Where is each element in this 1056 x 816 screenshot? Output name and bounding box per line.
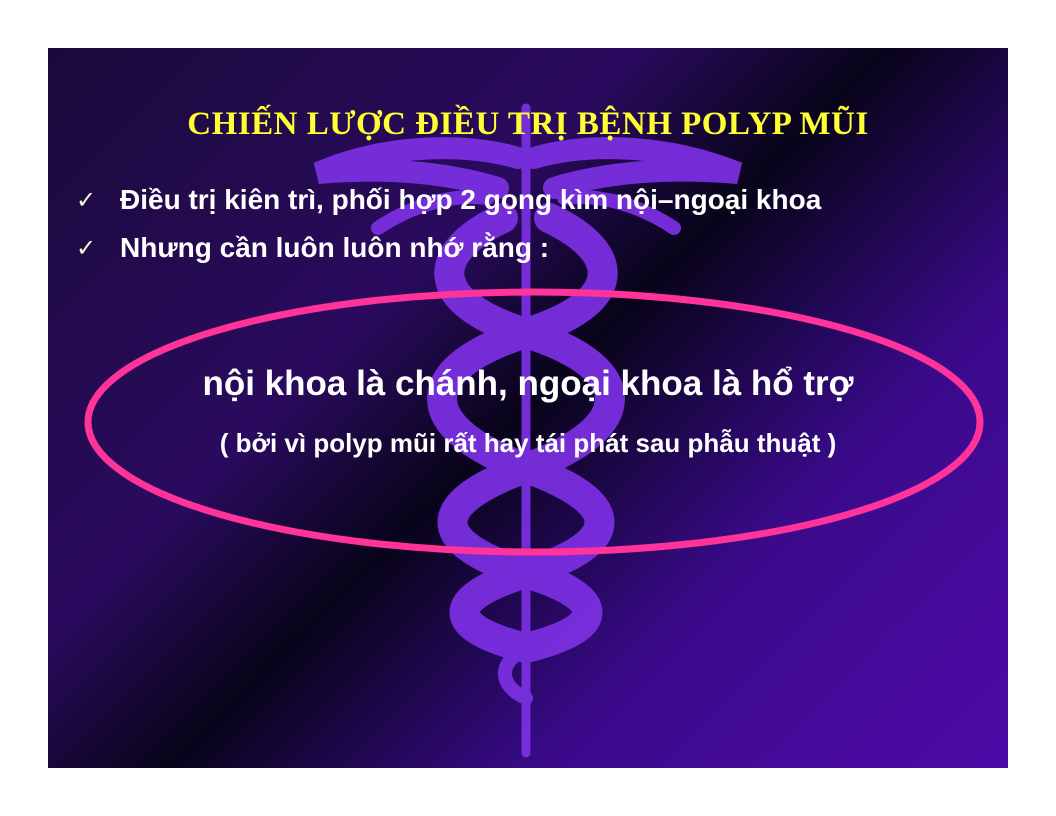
- key-note: ( bởi vì polyp mũi rất hay tái phát sau phẫu thuật ): [219, 428, 837, 458]
- checkmark-icon: ✓: [76, 186, 97, 214]
- bullet-text: Điều trị kiên trì, phối hợp 2 gọng kìm nội–ngoại khoa: [120, 184, 822, 215]
- bullet-text: Nhưng cần luôn luôn nhớ rằng :: [120, 232, 550, 263]
- key-message: nội khoa là chánh, ngoại khoa là hổ trợ: [202, 364, 854, 403]
- slide: [48, 48, 1008, 768]
- slide-title: CHIẾN LƯỢC ĐIỀU TRỊ BỆNH POLYP MŨI: [187, 106, 869, 142]
- highlight-ellipse: [48, 48, 1008, 768]
- checkmark-icon: ✓: [76, 234, 97, 262]
